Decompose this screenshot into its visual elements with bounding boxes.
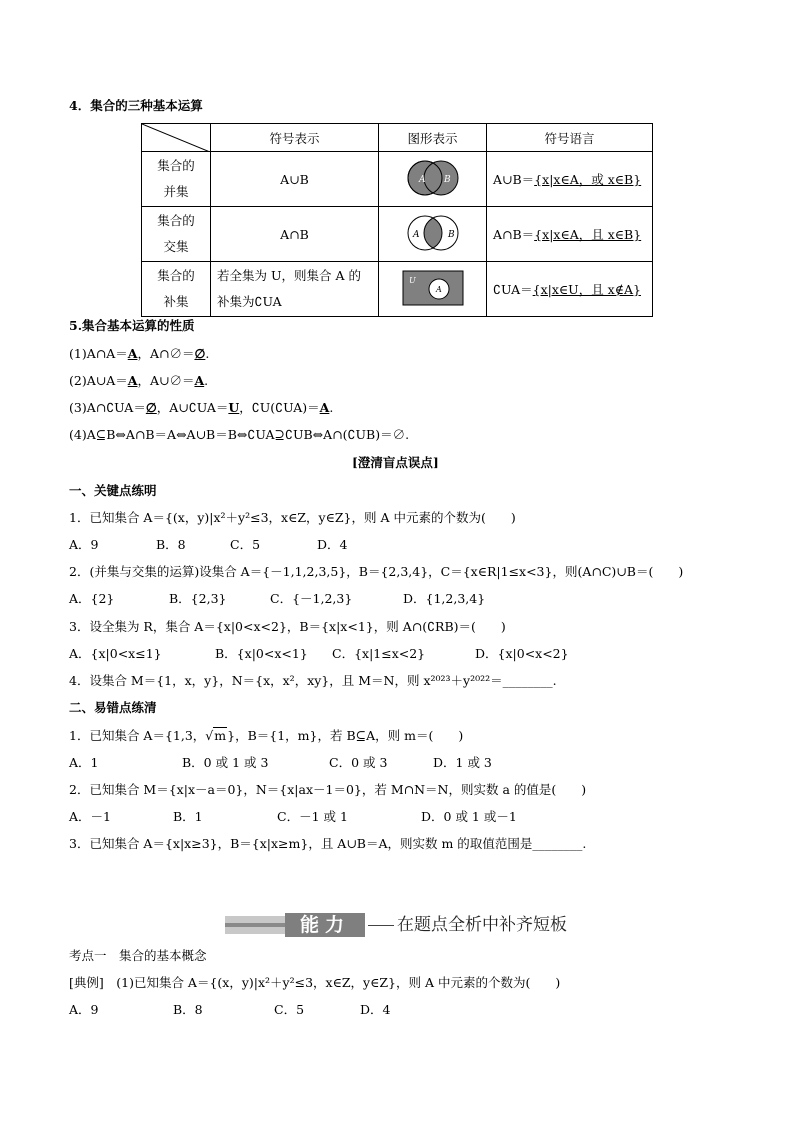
property-3: (3)A∩∁UA＝∅，A∪∁UA＝U，∁U(∁UA)＝A. bbox=[69, 400, 334, 415]
header-figure: 图形表示 bbox=[379, 124, 487, 152]
header-language: 符号语言 bbox=[487, 124, 653, 152]
union-language: A∪B＝{x|x∈A，或 x∈B} bbox=[487, 152, 653, 207]
complement-venn bbox=[379, 262, 487, 317]
intersection-row bbox=[142, 207, 653, 262]
complement-venn-diagram-icon bbox=[401, 268, 465, 308]
clarify-heading: [澄清盲点误点] bbox=[352, 455, 439, 470]
banner-dash bbox=[368, 925, 394, 926]
p2-question-1: 1．已知集合 A＝{1,3，√m}，B＝{1，m}，若 B⊆A，则 m＝( ) bbox=[69, 728, 464, 743]
header-symbol: 符号表示 bbox=[211, 124, 379, 152]
intersection-venn-diagram-icon bbox=[401, 213, 465, 253]
sqrt-symbol: √m bbox=[205, 728, 227, 743]
venn-label-b: B bbox=[443, 174, 451, 185]
part-1-title: 一、关键点练明 bbox=[69, 483, 157, 498]
intersection-symbol: A∩B bbox=[211, 207, 379, 262]
venn-label-a: A bbox=[418, 174, 425, 185]
union-name: 集合的 并集 bbox=[142, 152, 211, 207]
complement-symbol: 若全集为 U，则集合 A 的 补集为∁UA bbox=[211, 262, 379, 317]
union-row bbox=[142, 152, 653, 207]
complement-language: ∁UA＝{x|x∈U，且 x∉A} bbox=[487, 262, 653, 317]
header-diagonal-cell bbox=[142, 124, 211, 152]
set-operations-table bbox=[141, 123, 653, 317]
section-5-title: 5.集合基本运算的性质 bbox=[69, 318, 195, 333]
p2-question-3: 3．已知集合 A＝{x|x≥3}，B＝{x|x≥m}，且 A∪B＝A，则实数 m 的取值范围是________. bbox=[69, 836, 587, 851]
banner-bar bbox=[225, 916, 285, 934]
p1-question-3: 3．设全集为 R，集合 A＝{x|0<x<2}，B＝{x|x<1}，则 A∩(∁RB)＝( ) bbox=[69, 619, 506, 634]
venn-label-a: A bbox=[435, 284, 442, 294]
p1-question-2: 2．(并集与交集的运算)设集合 A＝{－1,1,2,3,5}，B＝{2,3,4}，C＝{x∈R|1≤x<3}，则(A∩C)∪B＝( ) bbox=[69, 564, 684, 579]
p1-question-4: 4．设集合 M＝{1，x，y}，N＝{x，x²，xy}，且 M＝N，则 x²⁰²³＋y²⁰²²＝________. bbox=[69, 673, 557, 688]
topic-title: 考点一 集合的基本概念 bbox=[69, 948, 207, 963]
banner-subtitle: 在题点全析中补齐短板 bbox=[397, 915, 567, 935]
p1-question-1: 1．已知集合 A＝{(x，y)|x²＋y²≤3，x∈Z，y∈Z}，则 A 中元素的个数为( ) bbox=[69, 510, 516, 525]
ability-banner bbox=[225, 912, 565, 938]
venn-label-b: B bbox=[447, 229, 455, 240]
union-venn-diagram-icon bbox=[401, 158, 465, 198]
complement-name: 集合的 补集 bbox=[142, 262, 211, 317]
property-1: (1)A∩A＝A，A∩∅＝∅. bbox=[69, 346, 210, 361]
venn-label-u: U bbox=[408, 275, 416, 285]
example-question: [典例] (1)已知集合 A＝{(x，y)|x²＋y²≤3，x∈Z，y∈Z}，则 A 中元素的个数为( ) bbox=[69, 975, 561, 990]
p2-question-2: 2．已知集合 M＝{x|x－a＝0}，N＝{x|ax－1＝0}，若 M∩N＝N，则实数 a 的值是( ) bbox=[69, 782, 587, 797]
property-4: (4)A⊆B⇔A∩B＝A⇔A∪B＝B⇔∁UA⊇∁UB⇔A∩(∁UB)＝∅. bbox=[69, 427, 410, 442]
union-symbol: A∪B bbox=[211, 152, 379, 207]
section-4-title: 4．集合的三种基本运算 bbox=[69, 98, 203, 113]
part-2-title: 二、易错点练清 bbox=[69, 700, 157, 715]
union-venn bbox=[379, 152, 487, 207]
intersection-venn bbox=[379, 207, 487, 262]
intersection-name: 集合的 交集 bbox=[142, 207, 211, 262]
intersection-language: A∩B＝{x|x∈A，且 x∈B} bbox=[487, 207, 653, 262]
complement-row bbox=[142, 262, 653, 317]
venn-label-a: A bbox=[412, 229, 419, 240]
property-2: (2)A∪A＝A，A∪∅＝A. bbox=[69, 373, 209, 388]
banner-label: 能力 bbox=[285, 913, 365, 937]
